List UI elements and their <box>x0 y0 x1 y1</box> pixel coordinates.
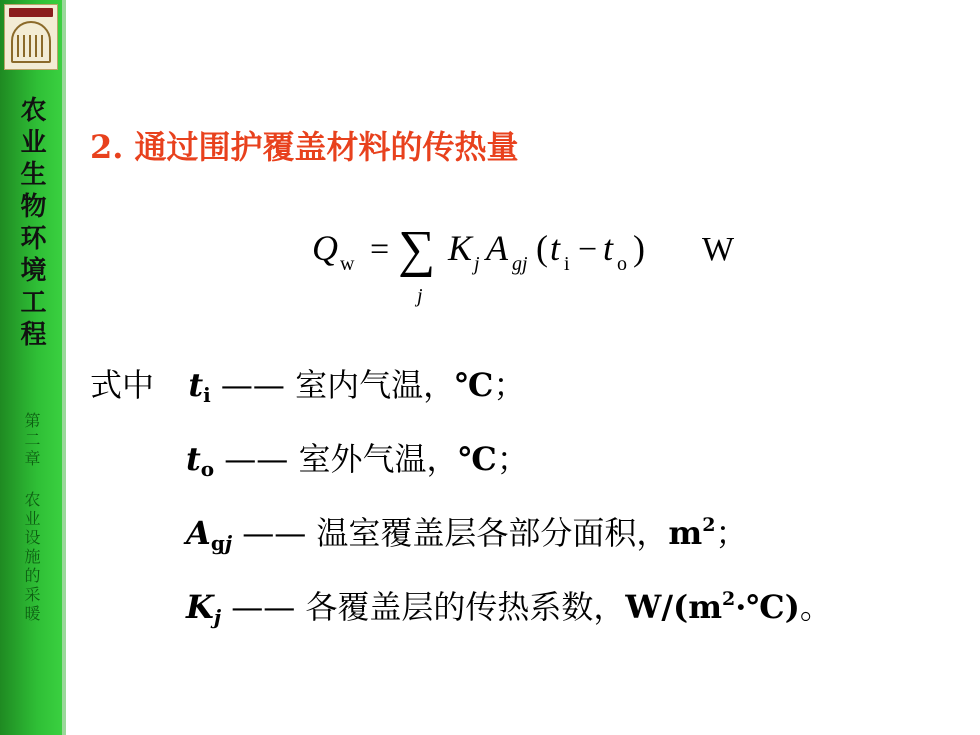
kj-dash: —— <box>231 588 296 626</box>
to-unit: ℃ <box>458 440 497 478</box>
kj-symbol: K <box>186 588 214 626</box>
formula-to-sub: o <box>617 253 627 275</box>
slide-heading: 2. 通过围护覆盖材料的传热量 <box>90 128 519 166</box>
formula-sum-index: j <box>417 285 423 307</box>
agj-symbol: A <box>186 514 211 552</box>
chapter-title: 第二章 农业设施的采暖 <box>22 412 41 624</box>
agj-end: ； <box>715 514 748 552</box>
agj-subscript-j: j <box>224 531 233 555</box>
formula-ti: t <box>550 228 561 268</box>
ti-unit: ℃ <box>455 366 494 404</box>
formula-ti-sub: i <box>564 253 570 275</box>
ti-end: ； <box>493 366 526 404</box>
logo-banner <box>9 8 53 17</box>
ti-subscript: i <box>203 383 211 407</box>
agj-unit: m <box>668 514 703 552</box>
formula-k-sub: j <box>474 253 480 275</box>
kj-unit-sup: 2 <box>722 588 736 610</box>
formula-k: K <box>448 228 473 268</box>
kj-unit-post: ·℃) <box>735 588 800 626</box>
kj-end: 。 <box>799 588 832 626</box>
formula-a: A <box>486 228 508 268</box>
to-symbol: t <box>186 440 201 478</box>
agj-dash: —— <box>242 514 307 552</box>
ti-dash: —— <box>220 366 285 404</box>
formula-lhs-sub: w <box>340 253 355 275</box>
formula-sum: ∑ <box>398 221 436 278</box>
sidebar-divider <box>62 0 66 735</box>
definition-to <box>186 434 529 481</box>
formula-open-paren: ( <box>536 228 548 268</box>
formula-lhs: Q <box>312 228 338 268</box>
to-subscript: o <box>200 457 215 481</box>
logo-columns <box>17 35 45 57</box>
definition-agj <box>186 508 748 555</box>
ti-description: 室内气温， <box>295 366 456 404</box>
agj-subscript: g <box>210 531 225 555</box>
formula-minus: − <box>578 231 598 268</box>
university-logo <box>4 4 58 70</box>
formula-close-paren: ) <box>633 228 645 268</box>
ti-symbol: t <box>188 366 204 404</box>
course-title: 农业生物环境工程 <box>16 96 46 352</box>
formula-unit: W <box>702 231 735 268</box>
kj-subscript: j <box>213 605 222 629</box>
kj-description: 各覆盖层的传热系数， <box>305 588 626 626</box>
agj-unit-sup: 2 <box>702 514 716 536</box>
definition-ti <box>90 360 525 407</box>
to-dash: —— <box>224 440 289 478</box>
agj-description: 温室覆盖层各部分面积， <box>316 514 669 552</box>
kj-unit-pre: W/(m <box>625 588 723 626</box>
formula-to: t <box>603 228 614 268</box>
to-description: 室外气温， <box>298 440 459 478</box>
to-end: ； <box>496 440 529 478</box>
definition-kj <box>186 582 832 629</box>
sidebar <box>0 0 62 735</box>
heat-transfer-formula <box>300 208 760 318</box>
formula-equals: = <box>370 231 390 268</box>
formula-a-sub: gj <box>512 253 528 275</box>
definition-prefix: 式中 <box>90 366 155 404</box>
